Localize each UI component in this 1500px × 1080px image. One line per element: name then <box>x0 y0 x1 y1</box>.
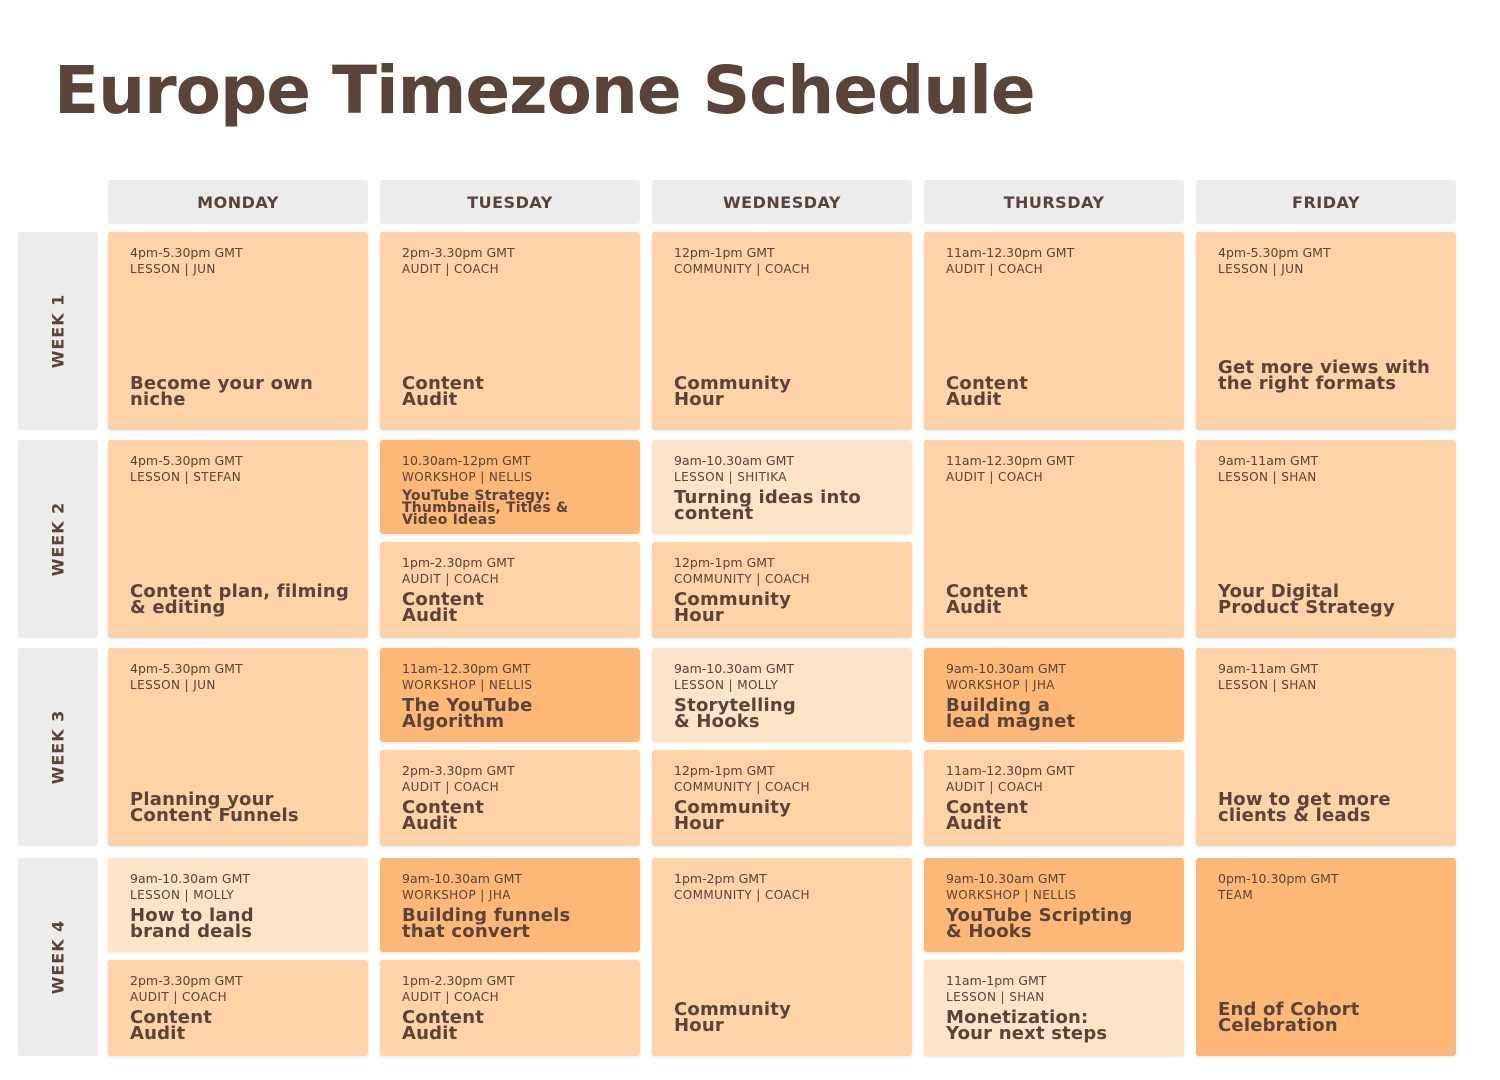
session-title: Community Hour <box>674 999 792 1036</box>
session-card[interactable] <box>652 440 912 534</box>
session-time: 9am-10.30am GMT <box>402 871 523 886</box>
session-title: Content Audit <box>402 589 485 626</box>
session-tag: LESSON | MOLLY <box>674 678 779 692</box>
session-card[interactable] <box>652 542 912 638</box>
session-tag: COMMUNITY | COACH <box>674 780 810 794</box>
session-title: Content Audit <box>946 797 1029 834</box>
session-card[interactable] <box>1196 858 1456 1056</box>
session-tag: AUDIT | COACH <box>946 470 1043 484</box>
session-card[interactable] <box>108 648 368 846</box>
session-card[interactable] <box>924 960 1184 1056</box>
session-title: Building a lead magnet <box>946 695 1076 732</box>
session-card[interactable] <box>924 232 1184 430</box>
session-tag: AUDIT | COACH <box>130 990 227 1004</box>
header-tuesday: TUESDAY <box>380 180 640 224</box>
session-card[interactable] <box>380 858 640 952</box>
session-card[interactable] <box>924 750 1184 846</box>
session-title: Monetization: Your next steps <box>946 1007 1108 1044</box>
week-label-1: WEEK 1 <box>18 232 98 430</box>
session-card[interactable] <box>380 960 640 1056</box>
session-card[interactable] <box>380 542 640 638</box>
session-card[interactable] <box>652 232 912 430</box>
session-tag: LESSON | SHAN <box>1218 470 1317 484</box>
session-title: YouTube Scripting & Hooks <box>946 905 1133 942</box>
session-time: 12pm-1pm GMT <box>674 555 775 570</box>
header-friday: FRIDAY <box>1196 180 1456 224</box>
session-time: 11am-12.30pm GMT <box>402 661 531 676</box>
session-title: Content Audit <box>946 581 1029 618</box>
week-label-2: WEEK 2 <box>18 440 98 638</box>
session-title: Content Audit <box>402 1007 485 1044</box>
session-card[interactable] <box>380 750 640 846</box>
session-card[interactable] <box>652 648 912 742</box>
header-thursday: THURSDAY <box>924 180 1184 224</box>
session-tag: AUDIT | COACH <box>402 572 499 586</box>
session-time: 2pm-3.30pm GMT <box>130 973 243 988</box>
session-tag: WORKSHOP | NELLIS <box>946 888 1077 902</box>
session-time: 4pm-5.30pm GMT <box>130 661 243 676</box>
session-tag: AUDIT | COACH <box>946 262 1043 276</box>
session-time: 9am-10.30am GMT <box>674 453 795 468</box>
session-time: 12pm-1pm GMT <box>674 763 775 778</box>
session-title: Content plan, filming & editing <box>130 581 350 618</box>
session-tag: WORKSHOP | NELLIS <box>402 678 533 692</box>
session-time: 11am-12.30pm GMT <box>946 245 1075 260</box>
header-monday: MONDAY <box>108 180 368 224</box>
session-title: End of Cohort Celebration <box>1218 999 1360 1036</box>
session-card[interactable] <box>924 440 1184 638</box>
session-title: Content Audit <box>402 797 485 834</box>
session-tag: AUDIT | COACH <box>402 262 499 276</box>
session-card[interactable] <box>380 648 640 742</box>
session-time: 9am-10.30am GMT <box>946 661 1067 676</box>
session-card[interactable] <box>1196 440 1456 638</box>
session-title: Community Hour <box>674 589 792 626</box>
session-tag: LESSON | JUN <box>130 678 216 692</box>
session-time: 1pm-2.30pm GMT <box>402 973 515 988</box>
session-time: 9am-10.30am GMT <box>674 661 795 676</box>
session-time: 11am-1pm GMT <box>946 973 1047 988</box>
session-title: YouTube Strategy: Thumbnails, Titles & Video Ideas <box>402 488 569 528</box>
session-time: 11am-12.30pm GMT <box>946 763 1075 778</box>
session-title: Building funnels that convert <box>402 905 571 942</box>
session-title: Turning ideas into content <box>674 487 861 524</box>
session-tag: WORKSHOP | JHA <box>402 888 511 902</box>
session-card[interactable] <box>924 858 1184 952</box>
session-card[interactable] <box>1196 648 1456 846</box>
session-time: 9am-11am GMT <box>1218 453 1319 468</box>
session-title: Get more views with the right formats <box>1218 357 1431 394</box>
session-tag: LESSON | JUN <box>130 262 216 276</box>
session-title: How to land brand deals <box>130 905 254 942</box>
session-time: 9am-10.30am GMT <box>946 871 1067 886</box>
session-card[interactable] <box>108 960 368 1056</box>
session-tag: LESSON | JUN <box>1218 262 1304 276</box>
session-time: 9am-11am GMT <box>1218 661 1319 676</box>
session-time: 4pm-5.30pm GMT <box>130 453 243 468</box>
session-time: 1pm-2.30pm GMT <box>402 555 515 570</box>
session-title: Community Hour <box>674 797 792 834</box>
session-card[interactable] <box>652 858 912 1056</box>
session-time: 12pm-1pm GMT <box>674 245 775 260</box>
session-card[interactable] <box>924 648 1184 742</box>
session-tag: COMMUNITY | COACH <box>674 888 810 902</box>
session-title: Your Digital Product Strategy <box>1218 581 1395 618</box>
session-time: 10.30am-12pm GMT <box>402 453 531 468</box>
session-time: 11am-12.30pm GMT <box>946 453 1075 468</box>
session-title: Content Audit <box>402 373 485 410</box>
session-card[interactable] <box>380 440 640 534</box>
session-time: 2pm-3.30pm GMT <box>402 763 515 778</box>
session-tag: COMMUNITY | COACH <box>674 572 810 586</box>
header-wednesday: WEDNESDAY <box>652 180 912 224</box>
session-title: Content Audit <box>130 1007 213 1044</box>
session-tag: LESSON | MOLLY <box>130 888 235 902</box>
session-time: 0pm-10.30pm GMT <box>1218 871 1339 886</box>
session-title: Community Hour <box>674 373 792 410</box>
session-time: 4pm-5.30pm GMT <box>130 245 243 260</box>
session-tag: TEAM <box>1218 888 1254 902</box>
session-time: 4pm-5.30pm GMT <box>1218 245 1331 260</box>
session-tag: LESSON | SHAN <box>1218 678 1317 692</box>
session-card[interactable] <box>652 750 912 846</box>
session-card[interactable] <box>108 858 368 952</box>
session-tag: COMMUNITY | COACH <box>674 262 810 276</box>
session-time: 9am-10.30am GMT <box>130 871 251 886</box>
week-label-3: WEEK 3 <box>18 648 98 846</box>
session-tag: LESSON | STEFAN <box>130 470 242 484</box>
session-time: 1pm-2pm GMT <box>674 871 767 886</box>
session-tag: AUDIT | COACH <box>946 780 1043 794</box>
session-tag: AUDIT | COACH <box>402 780 499 794</box>
page-title: Europe Timezone Schedule <box>54 52 1035 129</box>
session-card[interactable] <box>1196 232 1456 430</box>
session-card[interactable] <box>108 232 368 430</box>
session-tag: WORKSHOP | JHA <box>946 678 1055 692</box>
session-title: Planning your Content Funnels <box>130 789 299 826</box>
session-time: 2pm-3.30pm GMT <box>402 245 515 260</box>
session-card[interactable] <box>108 440 368 638</box>
session-tag: AUDIT | COACH <box>402 990 499 1004</box>
session-title: Storytelling & Hooks <box>674 695 796 732</box>
session-tag: LESSON | SHITIKA <box>674 470 787 484</box>
session-tag: WORKSHOP | NELLIS <box>402 470 533 484</box>
week-label-4: WEEK 4 <box>18 858 98 1056</box>
session-title: How to get more clients & leads <box>1218 789 1391 826</box>
session-card[interactable] <box>380 232 640 430</box>
session-title: Content Audit <box>946 373 1029 410</box>
session-title: The YouTube Algorithm <box>402 695 533 732</box>
session-tag: LESSON | SHAN <box>946 990 1045 1004</box>
session-title: Become your own niche <box>130 373 314 410</box>
